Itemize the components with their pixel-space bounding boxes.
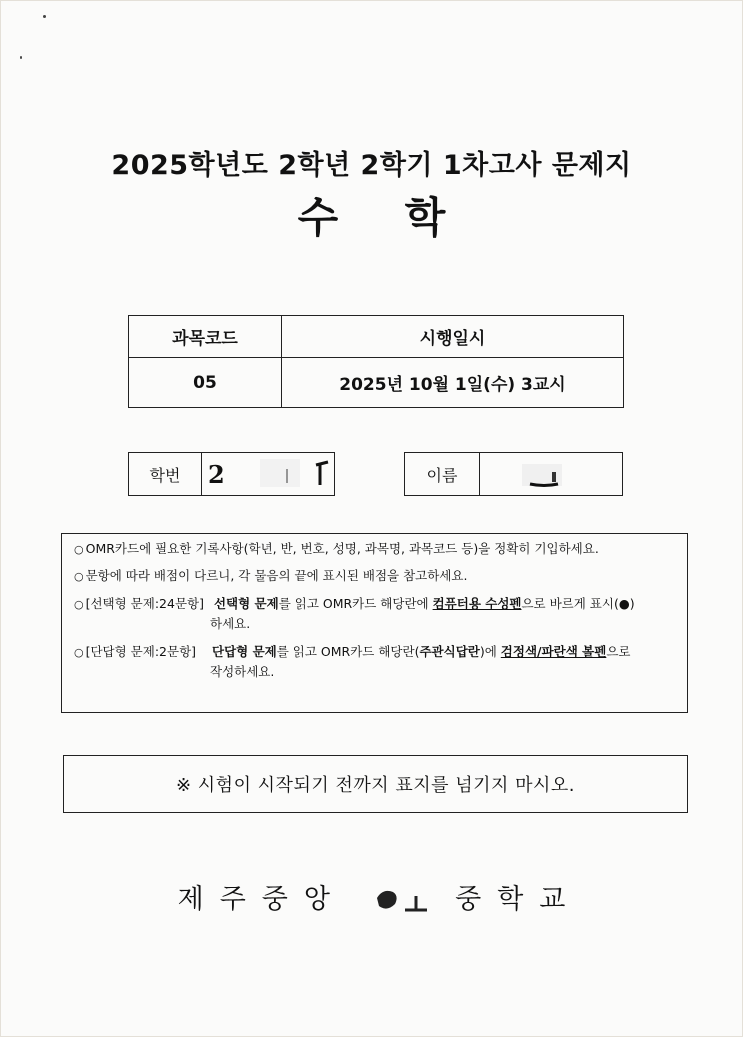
student-name-field xyxy=(480,453,622,495)
instructions-box xyxy=(61,533,688,713)
exam-subject: 수 학 xyxy=(297,193,472,242)
warning-text: ※ 시험이 시작되기 전까지 표지를 넘기지 마시오. xyxy=(175,775,575,796)
school-name-suffix: 중학교 xyxy=(455,884,582,915)
question-type-tag: [단답형 문제:2문항] xyxy=(85,644,197,659)
paper-speck xyxy=(20,56,22,59)
subject-code-value: 05 xyxy=(129,358,282,408)
student-name-label: 이름 xyxy=(405,453,480,495)
bullet-icon: ○ xyxy=(74,543,84,556)
student-id-box xyxy=(128,452,335,496)
student-id-value: 2 xyxy=(208,459,225,489)
redacted-id-icon xyxy=(232,453,382,493)
exam-datetime-value: 2025년 10월 1일(수) 3교시 xyxy=(282,358,624,408)
school-name xyxy=(0,877,743,918)
paper-speck xyxy=(43,15,46,18)
subject-code-header: 과목코드 xyxy=(129,316,282,358)
bullet-icon: ○ xyxy=(74,570,84,583)
instruction-2: ○ 문항에 따라 배점이 다르니, 각 물음의 끝에 표시된 배점을 참고하세요. xyxy=(74,568,468,583)
bullet-icon: ○ xyxy=(74,598,84,611)
exam-datetime-header: 시행일시 xyxy=(282,316,624,358)
redacted-school-icon xyxy=(371,884,431,918)
question-type-tag: [선택형 문제:24문항] xyxy=(85,596,204,611)
bullet-icon: ○ xyxy=(74,646,84,659)
redacted-name-icon xyxy=(486,454,616,494)
instruction-1: ○ OMR카드에 필요한 기록사항(학년, 반, 번호, 성명, 과목명, 과목코드 등)을 정확히 기입하세요. xyxy=(74,541,599,556)
info-table xyxy=(128,315,624,408)
instruction-3: ○ [선택형 문제:24문항] 선택형 문제를 읽고 OMR카드 해당란에 컴퓨터용 수성펜으로 바르게 표시(●) 하세요. xyxy=(74,596,635,631)
student-id-label: 학번 xyxy=(129,453,202,495)
exam-title: 2025학년도 2학년 2학기 1차고사 문제지 xyxy=(111,150,632,181)
student-id-field xyxy=(202,453,334,495)
warning-box xyxy=(63,755,688,813)
instruction-4: ○ [단답형 문제:2문항] 단답형 문제를 읽고 OMR카드 해당란(주관식답란)에 검정색/파란색 볼펜으로 작성하세요. xyxy=(74,644,631,679)
student-name-box xyxy=(404,452,623,496)
school-name-prefix: 제주중앙 xyxy=(177,884,346,915)
